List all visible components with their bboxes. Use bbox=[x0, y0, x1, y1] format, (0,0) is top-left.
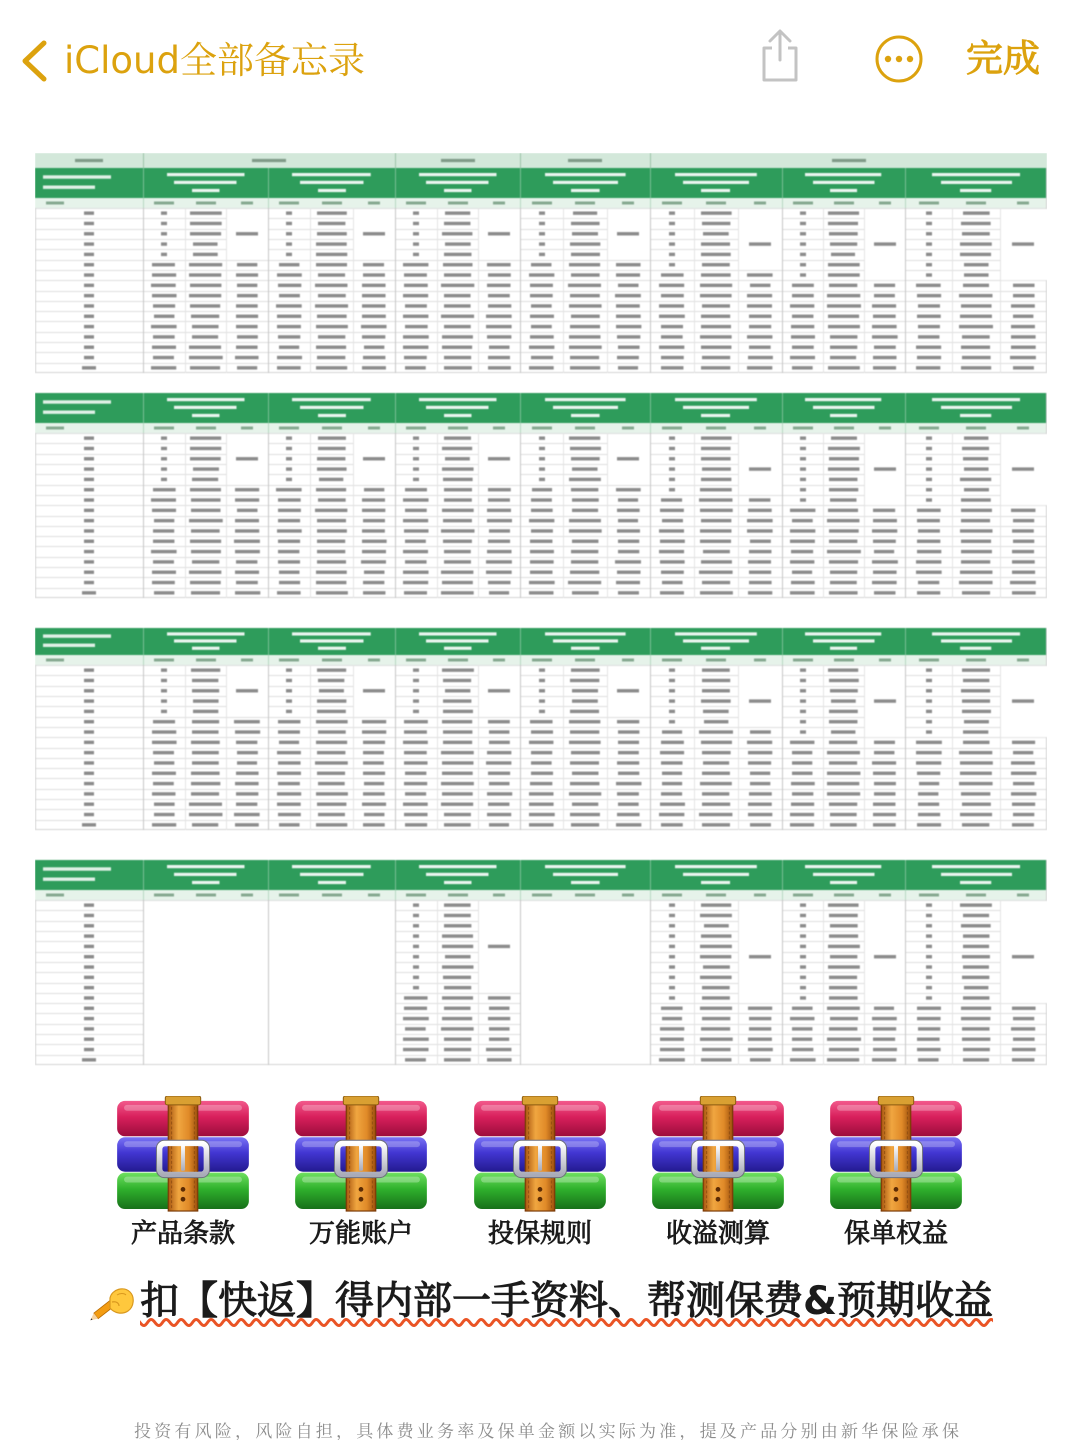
attachment-label: 保单权益 bbox=[843, 1219, 948, 1249]
spreadsheet-image bbox=[35, 153, 1047, 1066]
archive-icon bbox=[649, 1096, 787, 1212]
back-button[interactable] bbox=[18, 36, 365, 86]
archive-icon bbox=[292, 1096, 430, 1212]
writing-hand-icon bbox=[88, 1280, 136, 1324]
nav-bar bbox=[0, 0, 1080, 110]
attachment-label: 收溢测算 bbox=[665, 1219, 770, 1249]
attachment-return-calculation bbox=[638, 1096, 798, 1250]
share-button[interactable] bbox=[756, 26, 804, 82]
archive-icon bbox=[827, 1096, 965, 1212]
attachment-policy-benefits bbox=[816, 1096, 976, 1250]
attachment-universal-account bbox=[281, 1096, 441, 1250]
ellipsis-circle-icon bbox=[874, 34, 924, 84]
attachment-label: 产品条款 bbox=[130, 1219, 235, 1249]
archive-icon bbox=[471, 1096, 609, 1212]
disclaimer: 投资有风险，风险自担，具体费业务率及保单金额以实际为准，提及产品分别由新华保险承保 bbox=[134, 1422, 963, 1440]
archive-icon bbox=[114, 1096, 252, 1212]
chevron-left-icon bbox=[18, 39, 48, 83]
more-button[interactable] bbox=[874, 34, 924, 84]
cta-text: 扣【快返】得内部一手资料、帮测保费&预期收益 bbox=[140, 1279, 994, 1324]
attachment-label: 投保规则 bbox=[487, 1219, 592, 1249]
attachment-product-terms bbox=[103, 1096, 263, 1250]
cta-line bbox=[88, 1276, 993, 1328]
spreadsheet-canvas bbox=[35, 153, 1047, 1066]
back-label: iCloud全部备忘录 bbox=[64, 39, 365, 82]
attachment-label: 万能账户 bbox=[308, 1219, 413, 1249]
attachment-insurance-rules bbox=[460, 1096, 620, 1250]
share-icon bbox=[756, 26, 804, 82]
done-button[interactable]: 完成 bbox=[966, 37, 1040, 80]
